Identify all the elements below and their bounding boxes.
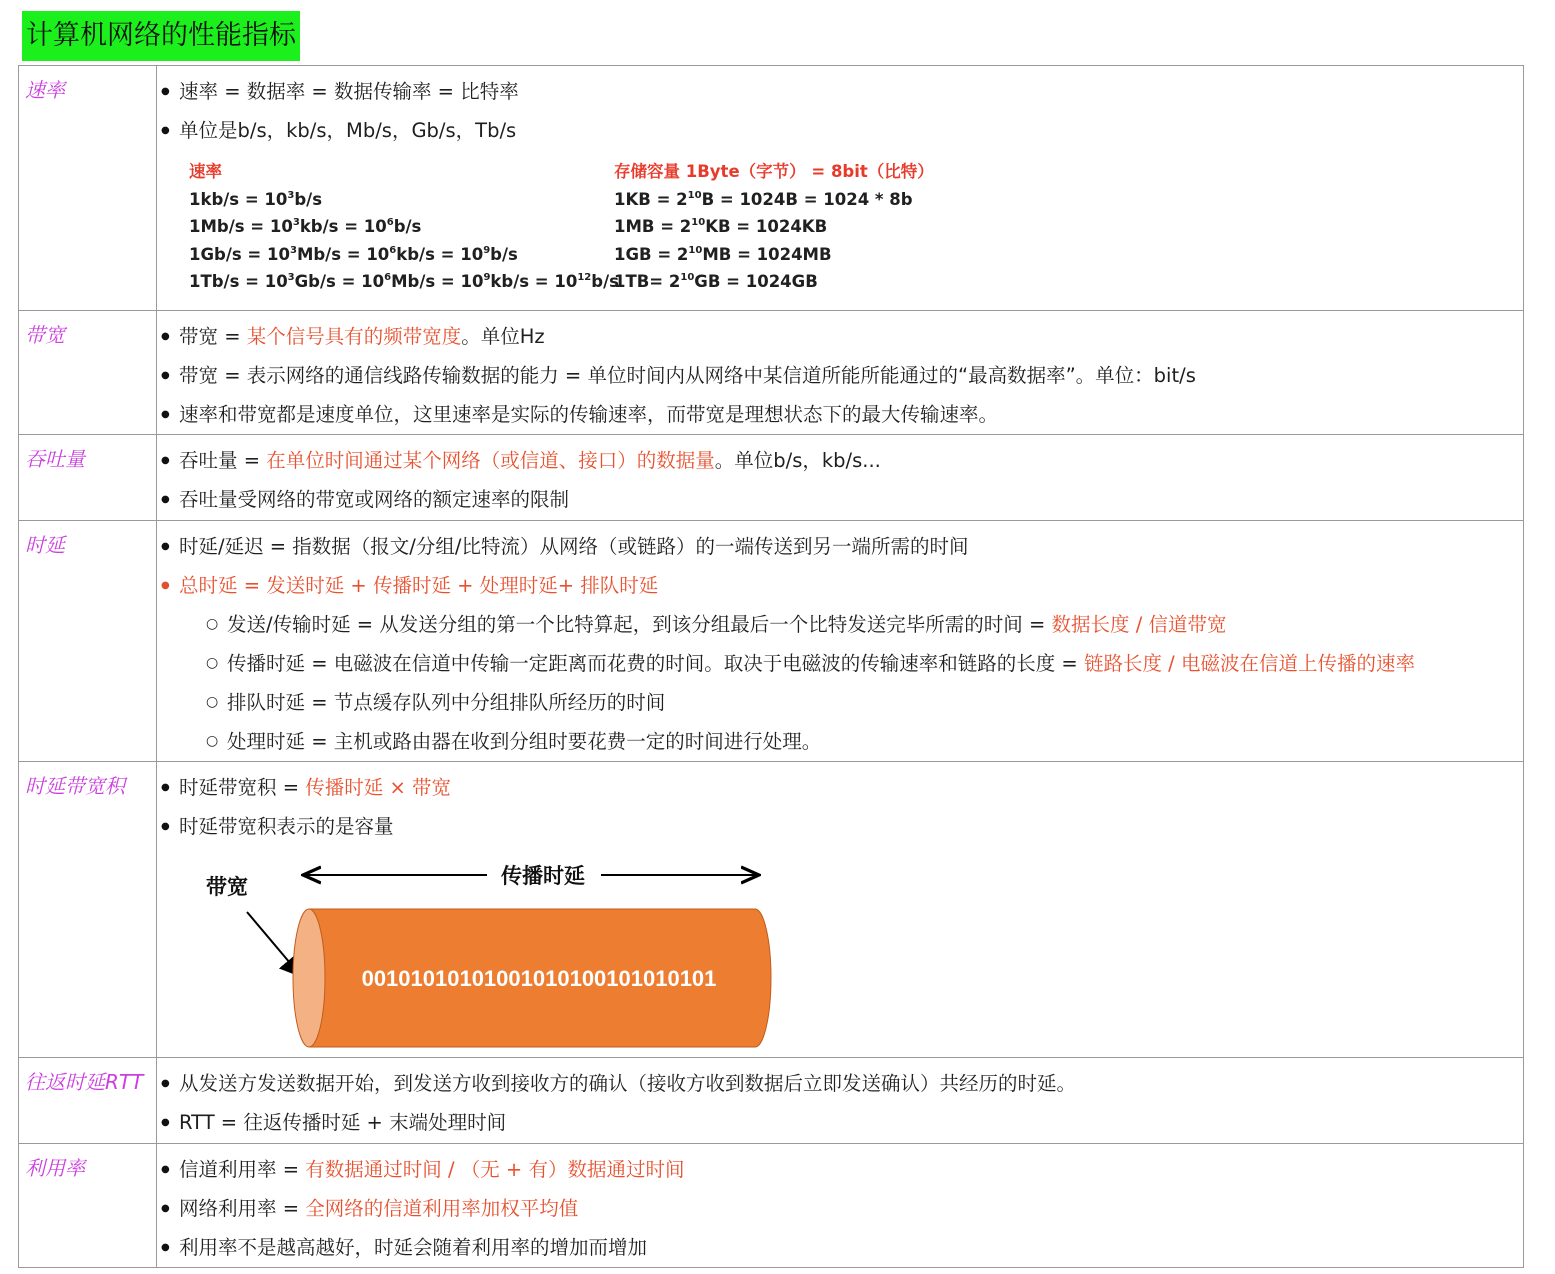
list-item: ● 总时延 = 发送时延 + 传播时延 + 处理时延+ 排队时延 xyxy=(157,566,1523,605)
storage-unit-row: $1TB= 2^{10}GB = 1024GB$ xyxy=(614,272,818,291)
rate-unit-row: $1Gb/s = 10^3Mb/s = 10^6kb/s = 10^9b/s$ xyxy=(189,244,518,264)
unit-conversion xyxy=(157,158,1523,308)
row-delay-bandwidth-product xyxy=(19,762,1524,1058)
delay-label: 传播时延 xyxy=(501,864,585,888)
sub-item: ○ 传播时延 = 电磁波在信道中传输一定距离而花费的时间。取决于电磁波的传输速率和链路的长度 = 链路长度 / 电磁波在信道上传播的速率 xyxy=(157,644,1523,683)
storage-units xyxy=(614,158,934,296)
storage-unit-row: $1GB = 2^{10}MB = 1024MB$ xyxy=(614,244,832,264)
rate-unit-row: $1Tb/s = 10^3Gb/s = 10^6Mb/s = 10^9kb/s = 10^{12}b/s$ xyxy=(189,272,619,291)
list-item: ● 吞吐量 = 在单位时间通过某个网络（或信道、接口）的数据量。单位b/s，kb/s... xyxy=(157,441,1523,480)
bandwidth-label: 带宽 xyxy=(206,875,248,899)
sub-item: ○ 发送/传输时延 = 从发送分组的第一个比特算起，到该分组最后一个比特发送完毕所需的时间 = 数据长度 / 信道带宽 xyxy=(157,605,1523,644)
storage-unit-row: $1MB = 2^{10}KB = 1024KB$ xyxy=(614,217,828,236)
list-item: ● 从发送方发送数据开始，到发送方收到接收方的确认（接收方收到数据后立即发送确认）共经历的时延。 xyxy=(157,1064,1523,1103)
list-item: ● 吞吐量受网络的带宽或网络的额定速率的限制 xyxy=(157,480,1523,519)
term-delay: 时延 xyxy=(19,521,157,762)
list-item: ● RTT = 往返传播时延 + 末端处理时间 xyxy=(157,1103,1523,1142)
list-item: ● 速率 = 数据率 = 数据传输率 = 比特率 xyxy=(157,72,1523,111)
metrics-table xyxy=(18,65,1524,1268)
sub-item: ○ 处理时延 = 主机或路由器在收到分组时要花费一定的时间进行处理。 xyxy=(157,722,1523,761)
list-item: ● 带宽 = 某个信号具有的频带宽度。单位Hz xyxy=(157,317,1523,356)
row-bandwidth xyxy=(19,311,1524,435)
rate-units xyxy=(189,158,619,296)
pipe-end xyxy=(293,909,325,1047)
row-throughput xyxy=(19,435,1524,521)
list-item: ● 利用率不是越高越好，时延会随着利用率的增加而增加 xyxy=(157,1228,1523,1267)
rate-units-header: 速率 xyxy=(189,162,222,181)
list-item: ● 时延带宽积表示的是容量 xyxy=(157,807,1523,846)
term-rtt: 往返时延RTT xyxy=(19,1058,157,1144)
list-item: ● 速率和带宽都是速度单位，这里速率是实际的传输速率，而带宽是理想状态下的最大传输速率。 xyxy=(157,395,1523,434)
list-item: ● 带宽 = 表示网络的通信线路传输数据的能力 = 单位时间内从网络中某信道所能所能通过的“最高数据率”。单位：bit/s xyxy=(157,356,1523,395)
pipe-diagram-svg xyxy=(187,846,827,1056)
row-rtt xyxy=(19,1058,1524,1144)
rate-unit-row: $1Mb/s = 10^3kb/s = 10^6b/s$ xyxy=(189,217,422,236)
list-item: ● 时延/延迟 = 指数据（报文/分组/比特流）从网络（或链路）的一端传送到另一端所需的时间 xyxy=(157,527,1523,566)
storage-units-header: 存储容量 1Byte（字节） = 8bit（比特） xyxy=(614,162,934,181)
pipe-bits: 00101010101001010100101010101 xyxy=(361,966,717,991)
sub-item: ○ 排队时延 = 节点缓存队列中分组排队所经历的时间 xyxy=(157,683,1523,722)
row-utilization xyxy=(19,1144,1524,1268)
row-rate xyxy=(19,66,1524,311)
term-throughput: 吞吐量 xyxy=(19,435,157,521)
list-item: ● 单位是b/s，kb/s，Mb/s，Gb/s，Tb/s xyxy=(157,111,1523,150)
page-title: 计算机网络的性能指标 xyxy=(22,11,300,61)
list-item: ● 信道利用率 = 有数据通过时间 / （无 + 有）数据通过时间 xyxy=(157,1150,1523,1189)
rate-unit-row: $1kb/s = 10^3b/s$ xyxy=(189,189,323,209)
term-bandwidth: 带宽 xyxy=(19,311,157,435)
storage-unit-row: $1KB = 2^{10}B = 1024B = 1024 * 8b$ xyxy=(614,189,913,209)
list-item: ● 网络利用率 = 全网络的信道利用率加权平均值 xyxy=(157,1189,1523,1228)
term-delay-bandwidth-product: 时延带宽积 xyxy=(19,762,157,1058)
term-rate: 速率 xyxy=(19,66,157,311)
row-delay xyxy=(19,521,1524,762)
list-item: ● 时延带宽积 = 传播时延 × 带宽 xyxy=(157,768,1523,807)
term-utilization: 利用率 xyxy=(19,1144,157,1268)
pipe-diagram xyxy=(157,846,1523,1056)
